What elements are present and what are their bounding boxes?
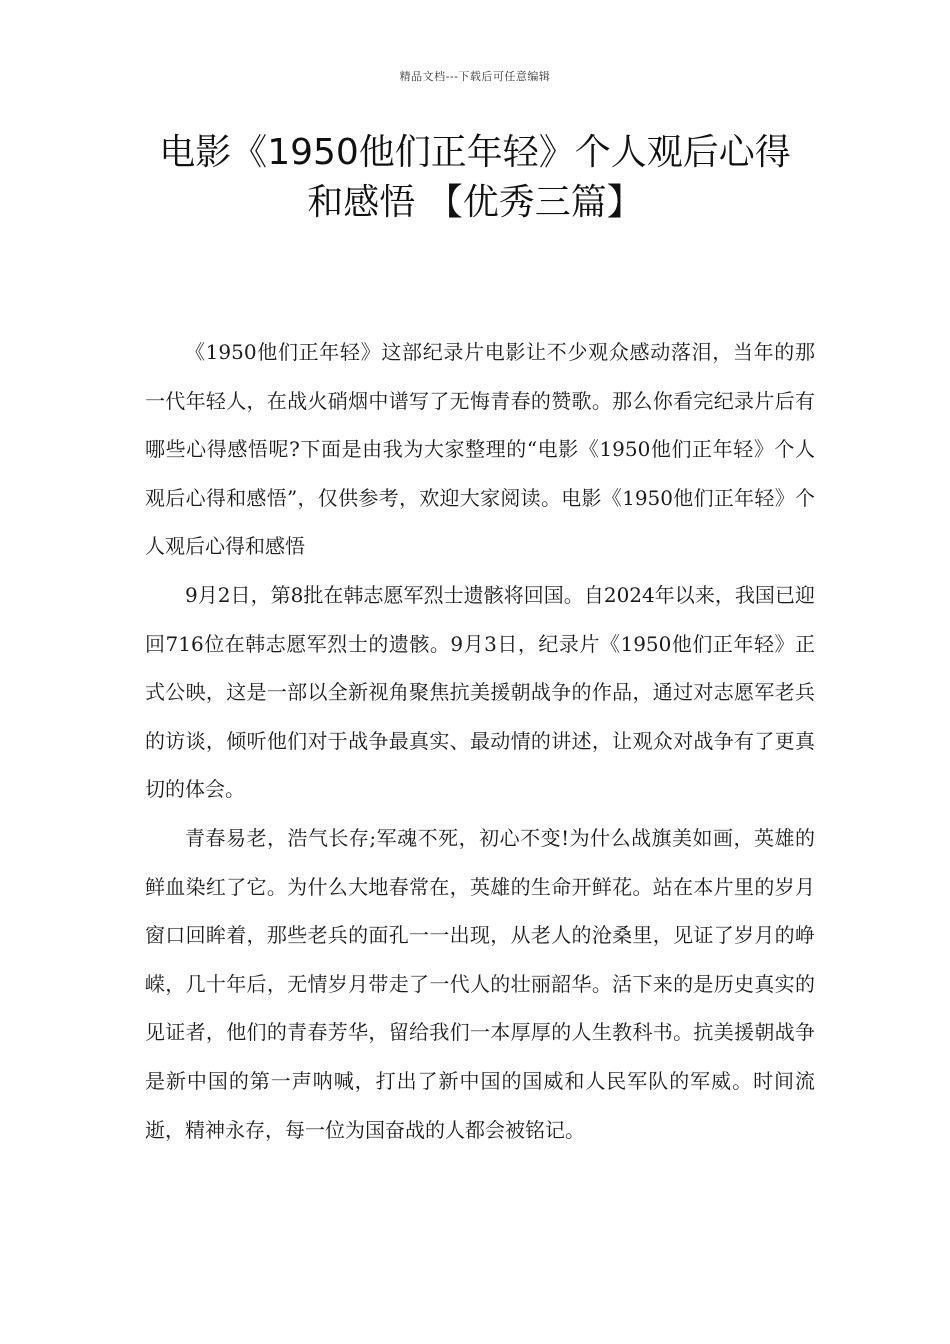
document-title — [100, 128, 850, 228]
paragraph-intro: 《1950他们正年轻》这部纪录片电影让不少观众感动落泪，当年的那一代年轻人，在战火硝烟中谱写了无悔青春的赞歌。那么你看完纪录片后有哪些心得感悟呢?下面是由我为大家整理的“电影《1950他们正年轻》个人观后心得和感悟”，仅供参考，欢迎大家阅读。电影《1950他们正年轻》个人观后心得和感悟 — [145, 340, 815, 559]
paragraph-reflection: 青春易老，浩气长存;军魂不死，初心不变!为什么战旗美如画，英雄的鲜血染红了它。为什么大地春常在，英雄的生命开鲜花。站在本片里的岁月窗口回眸着，那些老兵的面孔一一出现，从老人的沧桑里，见证了岁月的峥嵘，几十年后，无情岁月带走了一代人的壮丽韶华。活下来的是历史真实的见证者，他们的青春芳华，留给我们一本厚厚的人生教科书。抗美援朝战争是新中国的第一声呐喊，打出了新中国的国威和人民军队的军威。时间流逝，精神永存，每一位为国奋战的人都会被铭记。 — [145, 825, 815, 1142]
title-line-2: 和感悟 【优秀三篇】 — [307, 182, 643, 223]
title-line-1: 电影《1950他们正年轻》个人观后心得 — [159, 132, 791, 173]
header-note: 精品文档---下载后可任意编辑 — [399, 70, 551, 83]
document-body — [145, 328, 815, 1154]
paragraph-news: 9月2日，第8批在韩志愿军烈士遗骸将回国。自2024年以来，我国已迎回716位在韩志愿军烈士的遗骸。9月3日，纪录片《1950他们正年轻》正式公映，这是一部以全新视角聚焦抗美援朝战争的作品，通过对志愿军老兵的访谈，倾听他们对于战争最真实、最动情的讲述，让观众对战争有了更真切的体会。 — [145, 582, 815, 802]
